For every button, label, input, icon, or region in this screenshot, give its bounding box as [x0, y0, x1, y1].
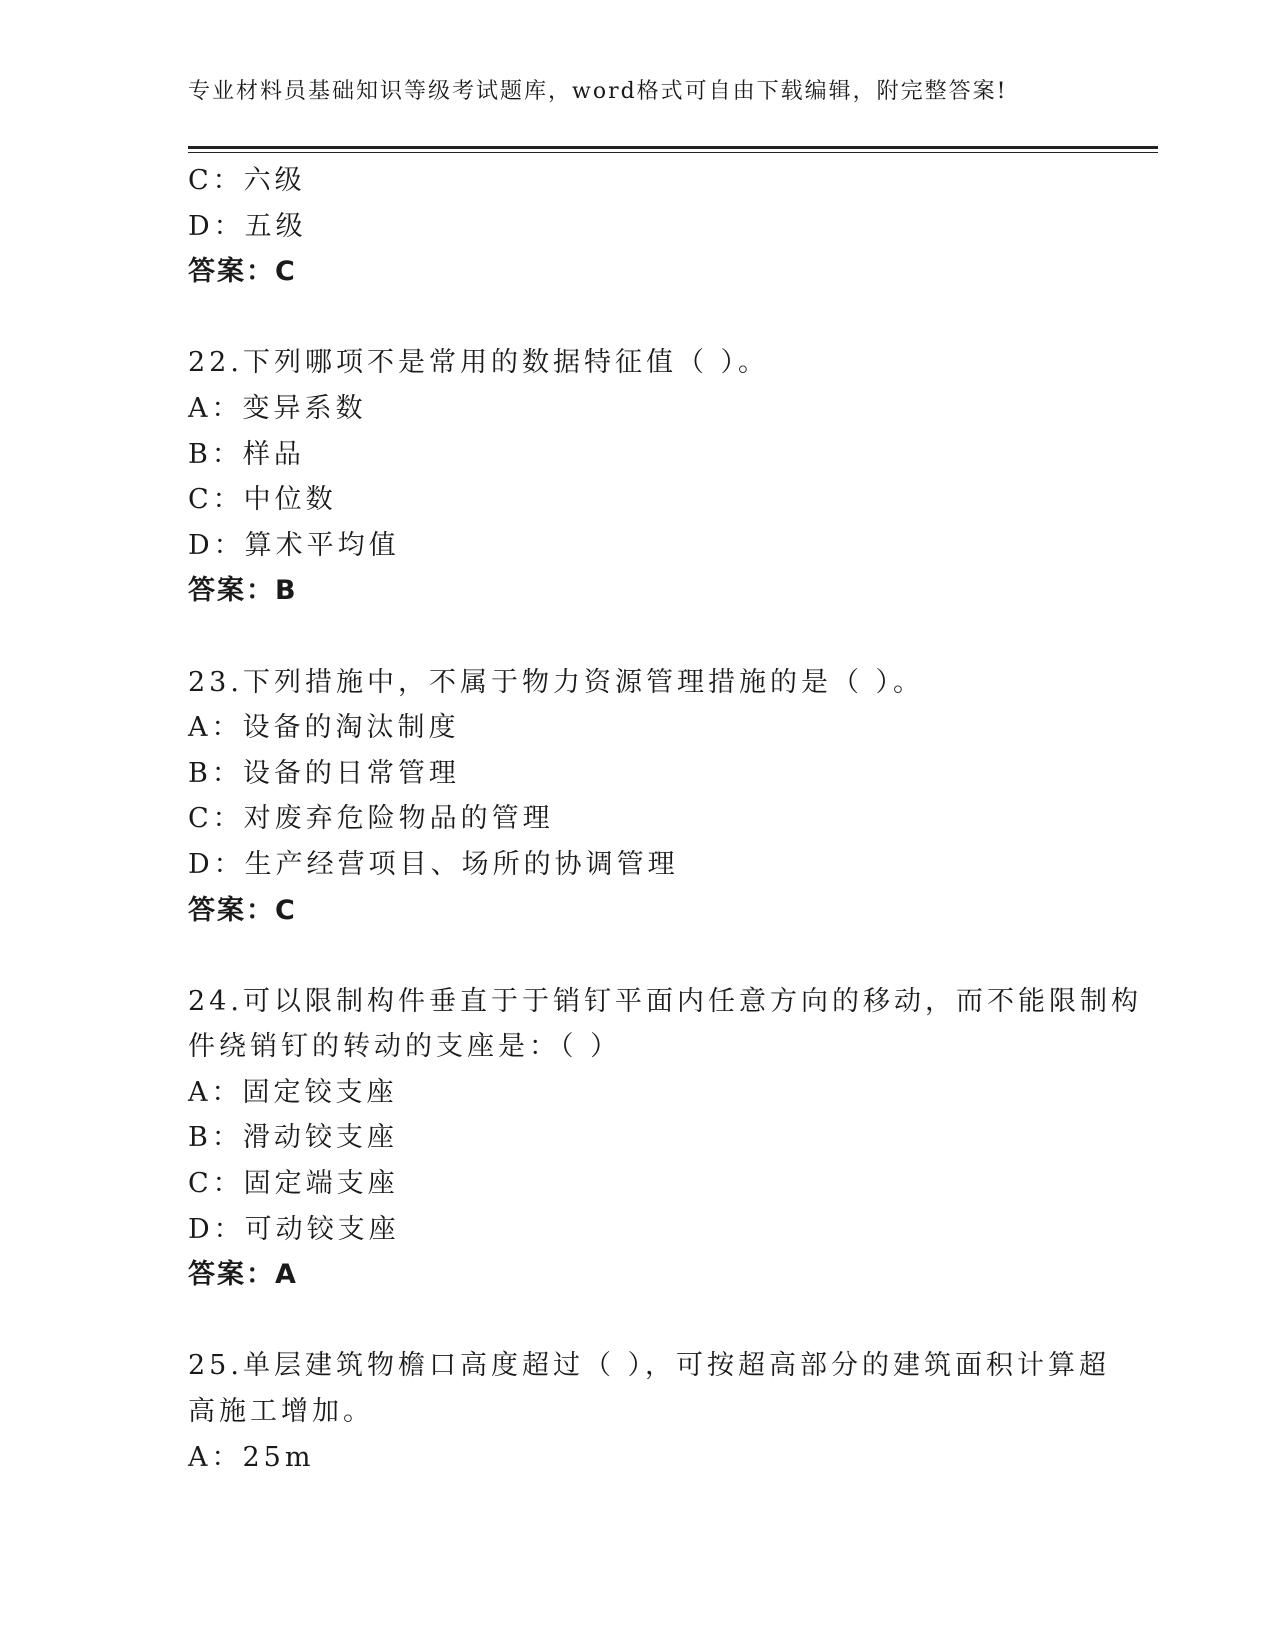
- option-b: B：设备的日常管理: [188, 757, 460, 789]
- header-rule-thick: [188, 146, 1158, 149]
- option-b: B：样品: [188, 438, 305, 470]
- question-25-text: 25.单层建筑物檐口高度超过（ ），可按超高部分的建筑面积计算超: [188, 1350, 1111, 1382]
- option-a: A：固定铰支座: [188, 1076, 398, 1108]
- page-header: 专业材料员基础知识等级考试题库，word格式可自由下载编辑，附完整答案!: [188, 79, 1008, 104]
- question-25-text-cont: 高施工增加。: [188, 1396, 374, 1428]
- spacer: [188, 933, 1088, 979]
- option-c: C：固定端支座: [188, 1168, 399, 1200]
- option-a: A：25m: [188, 1441, 315, 1473]
- answer: 答案：C: [188, 894, 297, 926]
- question-23-text: 23.下列措施中，不属于物力资源管理措施的是（ ）。: [188, 666, 925, 698]
- option-c: C：中位数: [188, 484, 337, 516]
- question-22-text: 22.下列哪项不是常用的数据特征值（ ）。: [188, 347, 770, 379]
- option-d: D：可动铰支座: [188, 1213, 400, 1245]
- spacer: [188, 614, 1088, 660]
- question-24-text-cont: 件绕销钉的转动的支座是：（ ）: [188, 1031, 622, 1063]
- option-c: C：六级: [188, 165, 306, 196]
- option-d: D：五级: [188, 210, 307, 242]
- option-d: D：算术平均值: [188, 529, 400, 561]
- spacer: [188, 295, 1088, 341]
- option-a: A：设备的淘汰制度: [188, 712, 460, 744]
- header-rule-thin: [188, 152, 1158, 153]
- question-24-text: 24.可以限制构件垂直于于销钉平面内任意方向的移动，而不能限制构: [188, 985, 1142, 1017]
- option-c: C：对废弃危险物品的管理: [188, 803, 554, 835]
- option-b: B：滑动铰支座: [188, 1122, 398, 1154]
- answer: 答案：C: [188, 256, 297, 288]
- option-a: A：变异系数: [188, 392, 367, 424]
- answer: 答案：A: [188, 1259, 298, 1291]
- answer: 答案：B: [188, 575, 298, 607]
- option-d: D：生产经营项目、场所的协调管理: [188, 848, 679, 880]
- spacer: [188, 1298, 1088, 1344]
- question-content: [188, 158, 1142, 1480]
